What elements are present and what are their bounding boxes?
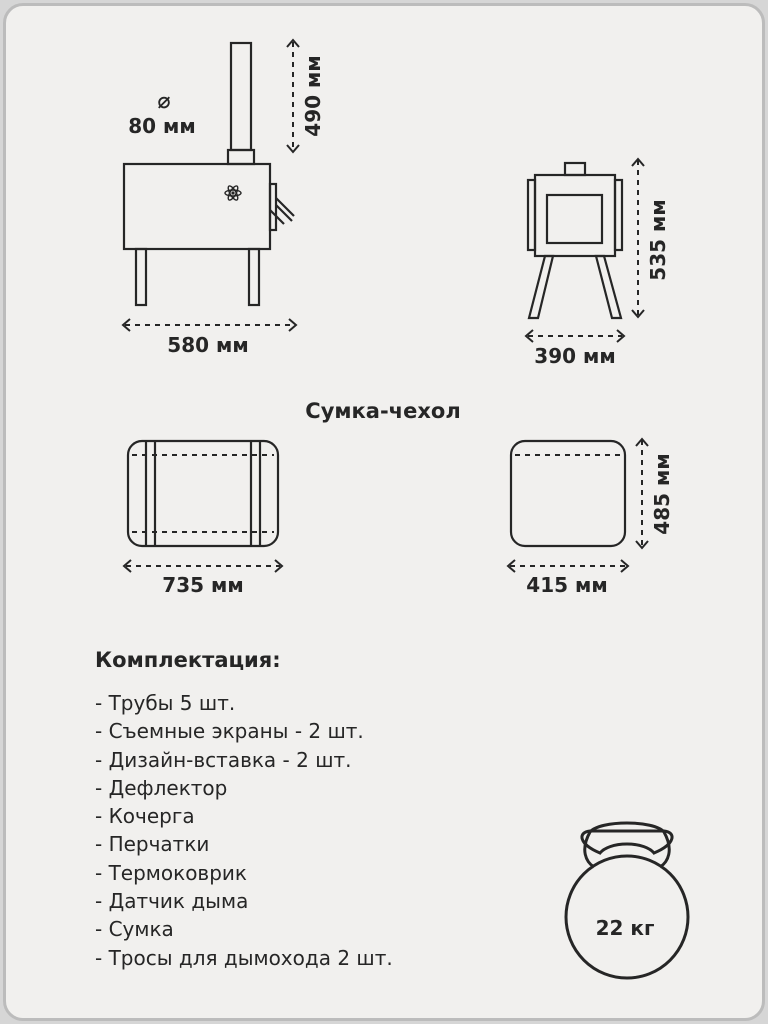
pipe-height-label: 490 мм (301, 55, 325, 137)
list-item: - Дефлектор (95, 775, 228, 800)
bag-long-width-dimension (124, 560, 282, 572)
stove-door-side (270, 184, 276, 230)
front-leg-right (596, 256, 621, 318)
chimney-pipe (231, 43, 251, 150)
kettlebell-icon (566, 823, 688, 978)
diameter-symbol: ⌀ (157, 89, 171, 114)
stove-side-view (123, 40, 325, 357)
front-height-label: 535 мм (646, 199, 670, 281)
front-pipe-stub (565, 163, 585, 175)
side-width-label: 580 мм (167, 333, 249, 357)
list-item: - Сумка (95, 917, 174, 942)
list-item: - Датчик дыма (95, 889, 249, 914)
front-width-dimension (526, 330, 624, 342)
front-glass-window (547, 195, 602, 243)
list-item: - Трубы 5 шт. (95, 691, 236, 715)
bag-short-body (511, 441, 625, 546)
bag-height-dimension (636, 439, 648, 548)
bag-short-view (508, 439, 674, 597)
list-item: - Кочерга (95, 804, 195, 829)
stove-leg-right (249, 249, 259, 305)
weight-label: 22 кг (595, 916, 655, 940)
kit-list (95, 689, 393, 972)
door-handle (270, 198, 294, 224)
list-item: - Термоковрик (95, 860, 247, 885)
kit-title: Комплектация: (95, 648, 281, 672)
bag-long-width-label: 735 мм (162, 573, 244, 597)
list-item: - Съемные экраны - 2 шт. (95, 719, 364, 744)
stove-leg-left (136, 249, 146, 305)
pipe-diameter-label: 80 мм (128, 114, 196, 138)
bag-long-view (124, 441, 282, 597)
front-leg-left (529, 256, 553, 318)
front-width-label: 390 мм (534, 344, 616, 368)
bag-height-label: 485 мм (650, 453, 674, 535)
front-height-dimension (632, 159, 644, 317)
list-item: - Тросы для дымохода 2 шт. (95, 945, 393, 970)
front-screen-right (615, 180, 622, 250)
pipe-collar (228, 150, 254, 164)
list-item: - Перчатки (95, 832, 210, 857)
pipe-height-dimension (287, 40, 299, 152)
bag-short-width-dimension (508, 560, 628, 572)
bag-short-width-label: 415 мм (526, 573, 608, 597)
bag-title: Сумка-чехол (305, 399, 461, 423)
list-item: - Дизайн-вставка - 2 шт. (95, 747, 352, 772)
bag-long-body (128, 441, 278, 546)
stove-front-view (526, 159, 670, 368)
stove-body (124, 164, 270, 249)
front-screen-left (528, 180, 535, 250)
atom-logo-icon (225, 185, 241, 202)
side-width-dimension (123, 319, 296, 331)
